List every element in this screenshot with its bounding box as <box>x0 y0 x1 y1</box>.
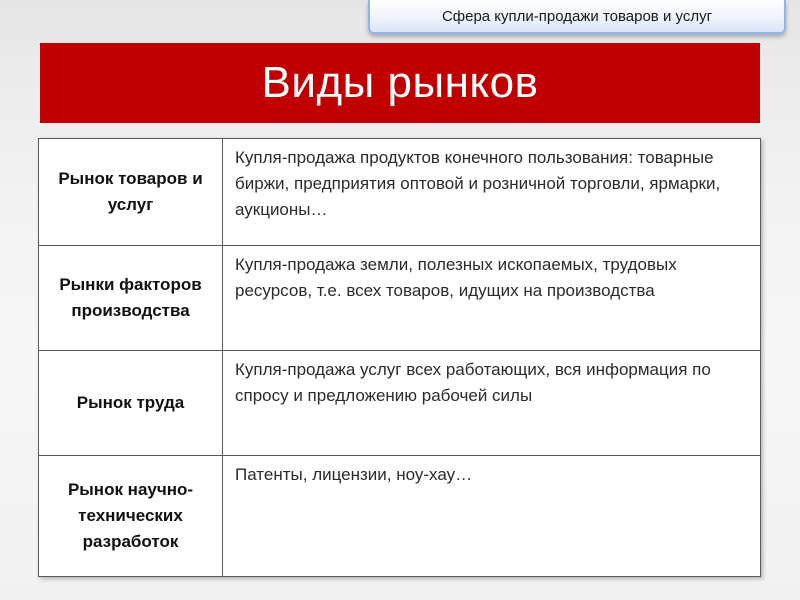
table <box>38 138 761 577</box>
market-description-cell: Патенты, лицензии, ноу-хау… <box>223 456 761 577</box>
topic-badge-text: Сфера купли-продажи товаров и услуг <box>441 7 713 25</box>
slide-title: Виды рынков <box>261 58 539 107</box>
table-row <box>39 351 761 456</box>
title-bar <box>40 43 760 123</box>
market-name-cell: Рынок товаров и услуг <box>39 139 223 246</box>
market-name-cell: Рынок научно-технических разработок <box>39 456 223 577</box>
table-row <box>39 246 761 351</box>
market-description-cell: Купля-продажа продуктов конечного пользования: товарные биржи, предприятия оптовой и розничной торговли, ярмарки, аукционы… <box>223 139 761 246</box>
market-description-cell: Купля-продажа услуг всех работающих, вся информация по спросу и предложению рабочей силы <box>223 351 761 456</box>
table-row <box>39 456 761 577</box>
market-name-cell: Рынки факторов производства <box>39 246 223 351</box>
topic-badge <box>368 0 786 34</box>
market-types-table <box>38 138 761 577</box>
table-row <box>39 139 761 246</box>
market-name-cell: Рынок труда <box>39 351 223 456</box>
market-description-cell: Купля-продажа земли, полезных ископаемых, трудовых ресурсов, т.е. всех товаров, идущих на производства <box>223 246 761 351</box>
